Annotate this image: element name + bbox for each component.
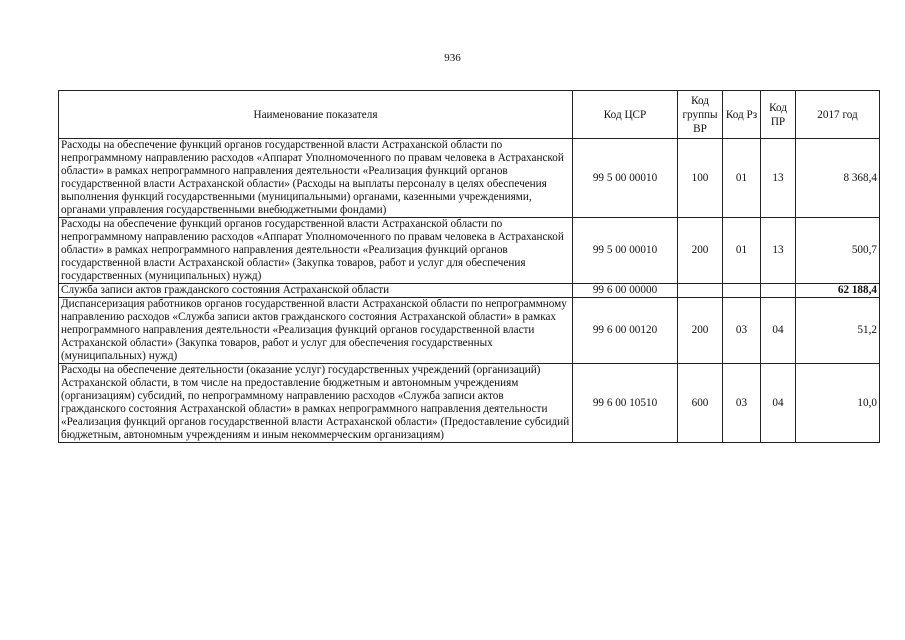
table-row [59, 139, 880, 218]
table-row [59, 218, 880, 284]
table-row [59, 298, 880, 364]
row-csr-code: 99 6 00 10510 [573, 364, 678, 443]
row-name: Расходы на обеспечение функций органов государственной власти Астраханской области по непрограммному направлению расходов «Аппарат Уполномоченного по правам человека в Астраханской области» в рамках непрограммного направления деятельности «Реализация функций органов государственной власти Астраханской области» (Расходы на выплаты персоналу в целях обеспечения выполнения функций государственными (муниципальными) органами, казенными учреждениями, органами управления государственными внебюджетными фондами) [59, 139, 573, 218]
row-rz-code [723, 284, 761, 298]
row-pr-code: 13 [761, 218, 796, 284]
row-name: Служба записи актов гражданского состояния Астраханской области [59, 284, 573, 298]
row-amount: 51,2 [796, 298, 880, 364]
header-pr-code: Код ПР [761, 91, 796, 139]
row-vr-code: 600 [678, 364, 723, 443]
header-vr-code: Код группы ВР [678, 91, 723, 139]
budget-table [58, 90, 880, 443]
row-csr-code: 99 6 00 00120 [573, 298, 678, 364]
table-header-row [59, 91, 880, 139]
table-row [59, 364, 880, 443]
row-amount: 62 188,4 [796, 284, 880, 298]
row-vr-code [678, 284, 723, 298]
row-pr-code: 13 [761, 139, 796, 218]
row-csr-code: 99 5 00 00010 [573, 218, 678, 284]
header-csr-code: Код ЦСР [573, 91, 678, 139]
row-amount: 10,0 [796, 364, 880, 443]
row-pr-code: 04 [761, 298, 796, 364]
header-rz-code: Код Рз [723, 91, 761, 139]
row-rz-code: 01 [723, 139, 761, 218]
row-pr-code: 04 [761, 364, 796, 443]
table-row [59, 284, 880, 298]
row-amount: 8 368,4 [796, 139, 880, 218]
row-csr-code: 99 5 00 00010 [573, 139, 678, 218]
row-name: Расходы на обеспечение деятельности (оказание услуг) государственных учреждений (организаций) Астраханской области, в том числе на предоставление бюджетным и автономным учреждениям (организациям) субсидий, по непрограммному направлению расходов «Служба записи актов гражданского состояния Астраханской области» в рамках непрограммного направления деятельности «Реализация функций органов государственной власти Астраханской области» (Предоставление субсидий бюджетным, автономным учреждениям и иным некоммерческим организациям) [59, 364, 573, 443]
row-vr-code: 100 [678, 139, 723, 218]
row-rz-code: 03 [723, 364, 761, 443]
row-rz-code: 03 [723, 298, 761, 364]
row-csr-code: 99 6 00 00000 [573, 284, 678, 298]
row-name: Расходы на обеспечение функций органов государственной власти Астраханской области по непрограммному направлению расходов «Аппарат Уполномоченного по правам человека в Астраханской области» в рамках непрограммного направления деятельности «Реализация функций органов государственной власти Астраханской области» (Закупка товаров, работ и услуг для обеспечения государственных (муниципальных) нужд) [59, 218, 573, 284]
row-vr-code: 200 [678, 298, 723, 364]
page-number: 936 [444, 52, 461, 64]
row-name: Диспансеризация работников органов государственной власти Астраханской области по непрограммному направлению расходов «Служба записи актов гражданского состояния Астраханской области» в рамках непрограммного направления деятельности «Реализация функций органов государственной власти Астраханской области» (Закупка товаров, работ и услуг для обеспечения государственных (муниципальных) нужд) [59, 298, 573, 364]
row-vr-code: 200 [678, 218, 723, 284]
header-year: 2017 год [796, 91, 880, 139]
row-amount: 500,7 [796, 218, 880, 284]
row-rz-code: 01 [723, 218, 761, 284]
row-pr-code [761, 284, 796, 298]
header-name: Наименование показателя [59, 91, 573, 139]
